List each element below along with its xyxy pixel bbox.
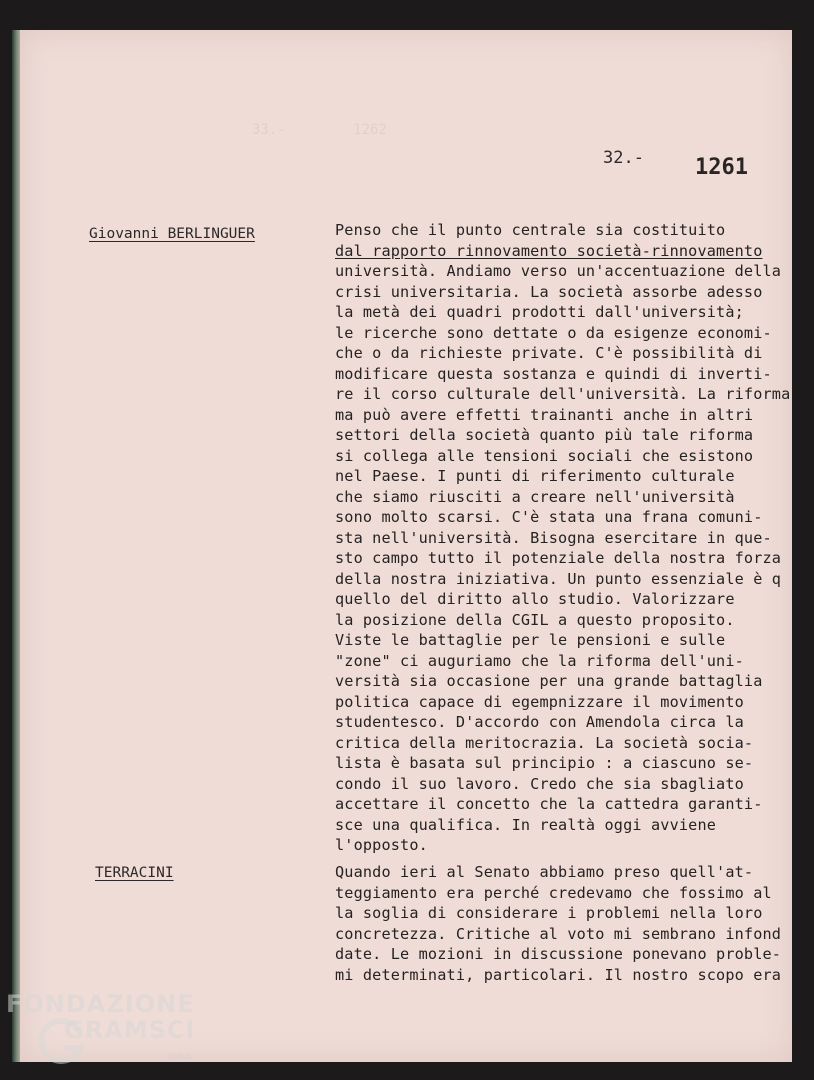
text-line: della nostra iniziativa. Un punto essenziale è q bbox=[335, 569, 782, 588]
text-line: ma può avere effetti trainanti anche in altri bbox=[335, 405, 754, 424]
speech-paragraph-terracini bbox=[335, 862, 785, 985]
speaker-name-berlinguer: Giovanni BERLINGUER bbox=[89, 226, 255, 242]
watermark-suffix: onlus bbox=[168, 1052, 193, 1062]
text-line: re il corso culturale dell'università. La riforma bbox=[335, 385, 791, 403]
text-line: mi determinati, particolari. Il nostro scopo era bbox=[335, 965, 782, 984]
watermark-logo bbox=[6, 990, 195, 1044]
text-line: lista è basata sul principio : a ciascuno se- bbox=[335, 754, 754, 772]
watermark-line-2: GRAMSCI bbox=[64, 1016, 196, 1044]
text-line: date. Le mozioni in discussione ponevano proble- bbox=[335, 945, 782, 963]
watermark-line-1: FONDAZIONE bbox=[6, 990, 195, 1018]
text-line: la posizione della CGIL a questo proposito. bbox=[335, 610, 735, 629]
text-line: sta nell'università. Bisogna esercitare in que- bbox=[335, 528, 772, 547]
text-line: quello del diritto allo studio. Valorizzare bbox=[335, 590, 735, 608]
text-line: si collega alle tensioni sociali che esistono bbox=[335, 446, 754, 465]
text-line: che siamo riusciti a creare nell'università bbox=[335, 487, 735, 506]
text-line: critica della meritocrazia. La società socia- bbox=[335, 733, 754, 752]
text-line: versità sia occasione per una grande battaglia bbox=[335, 672, 763, 690]
speech-paragraph-berlinguer bbox=[335, 220, 791, 856]
text-line: nel Paese. I punti di riferimento culturale bbox=[335, 467, 735, 485]
text-line: concretezza. Critiche al voto mi sembrano infond bbox=[335, 924, 782, 943]
text-line: che o da richieste private. C'è possibilità di bbox=[335, 344, 763, 362]
bleed-through-text: 33.- 1262 bbox=[252, 122, 387, 138]
speaker-name-terracini: TERRACINI bbox=[95, 865, 174, 881]
text-line: le ricerche sono dettate o da esigenze economi- bbox=[335, 323, 772, 342]
text-line: sce una qualifica. In realtà oggi avviene bbox=[335, 815, 717, 834]
text-line: università. Andiamo verso un'accentuazione della bbox=[335, 262, 782, 280]
page-number: 32.- bbox=[603, 148, 644, 168]
text-line: Quando ieri al Senato abbiamo preso quell'at- bbox=[335, 863, 754, 881]
text-line: sono molto scarsi. C'è stata una frana comuni- bbox=[335, 508, 763, 526]
text-line: dal rapporto rinnovamento società-rinnovamento bbox=[335, 241, 763, 260]
text-line: politica capace di egempnizzare il movimento bbox=[335, 692, 744, 711]
text-line: sto campo tutto il potenziale della nostra forza bbox=[335, 549, 782, 567]
text-line: Penso che il punto centrale sia costituito bbox=[335, 221, 726, 239]
text-line: l'opposto. bbox=[335, 836, 428, 854]
text-line: crisi universitaria. La società assorbe adesso bbox=[335, 282, 763, 301]
text-line: studentesco. D'accordo con Amendola circa la bbox=[335, 713, 744, 731]
text-line: la soglia di considerare i problemi nella loro bbox=[335, 904, 763, 922]
text-line: "zone" ci auguriamo che la riforma dell'uni- bbox=[335, 651, 744, 670]
text-line: settori della società quanto più tale riforma bbox=[335, 426, 754, 444]
text-line: teggiamento era perché credevamo che fossimo al bbox=[335, 883, 772, 902]
text-line: la metà dei quadri prodotti dall'università; bbox=[335, 303, 744, 321]
text-line: modificare questa sostanza e quindi di inverti- bbox=[335, 364, 772, 383]
text-line: Viste le battaglie per le pensioni e sulle bbox=[335, 631, 726, 649]
text-line: accettare il concetto che la cattedra garanti- bbox=[335, 795, 763, 813]
page-stamp-number: 1261 bbox=[695, 155, 748, 180]
text-line: condo il suo lavoro. Credo che sia sbagliato bbox=[335, 774, 744, 793]
